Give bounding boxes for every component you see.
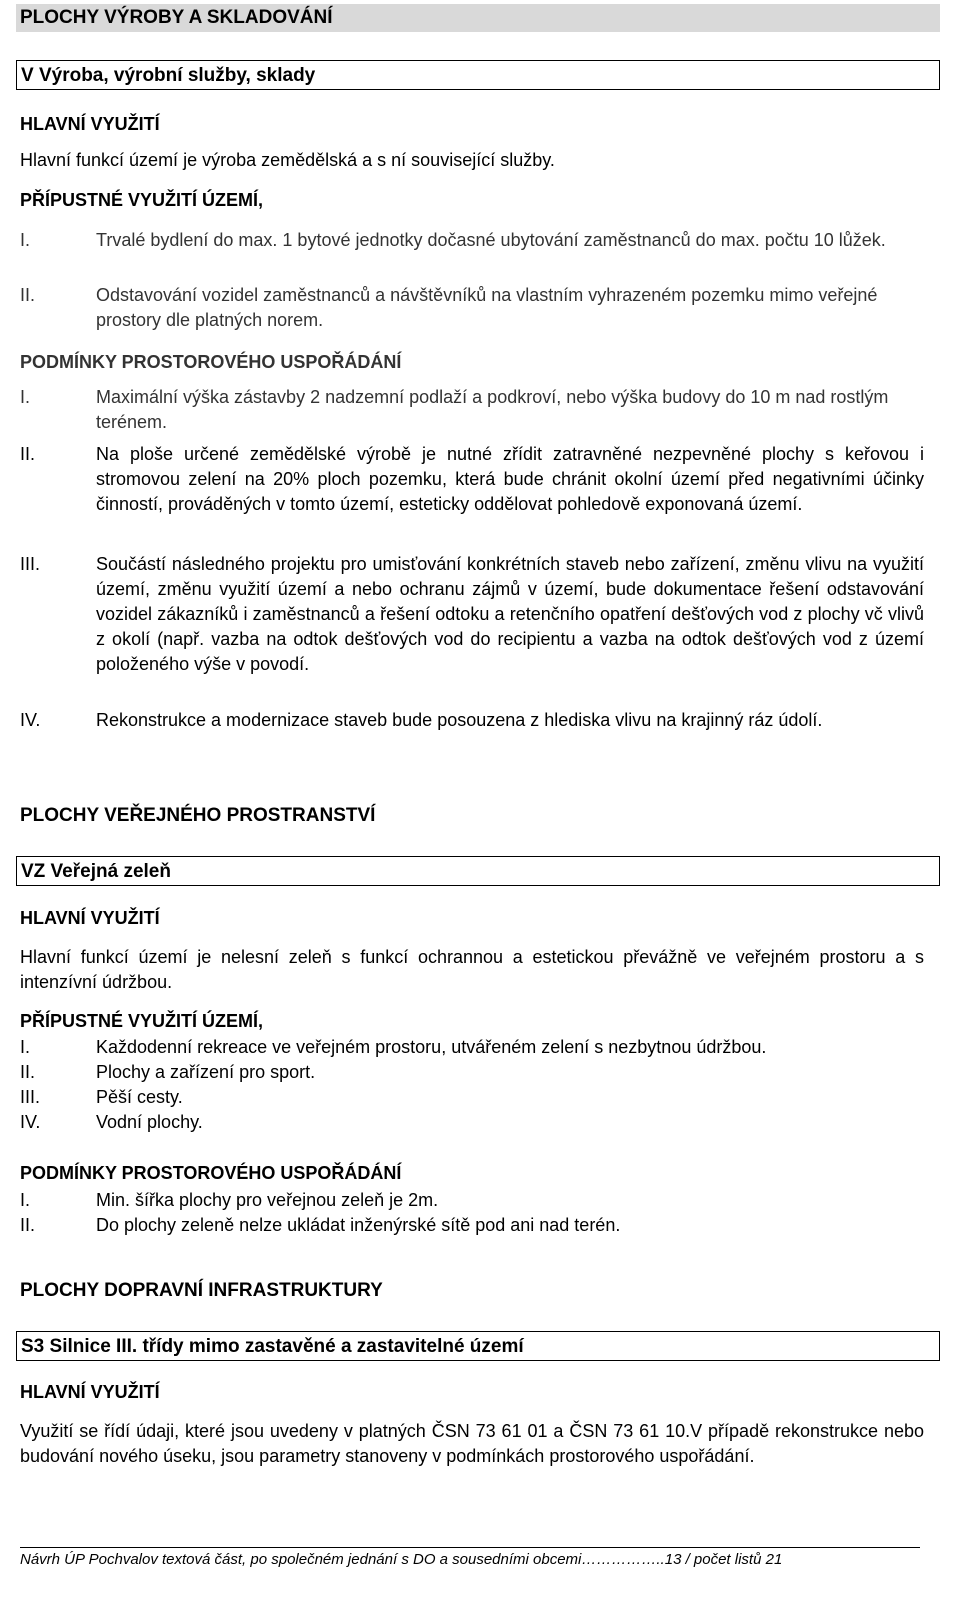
list-item: I. Trvalé bydlení do max. 1 bytové jednotky dočasné ubytování zaměstnanců do max. počtu 10 lůžek. (20, 230, 886, 250)
section-heading-vyroba: PLOCHY VÝROBY A SKLADOVÁNÍ (16, 4, 940, 32)
page-footer: Návrh ÚP Pochvalov textová část, po společném jednání s DO a sousedními obcemi……………..13 / počet listů 21 (20, 1547, 920, 1570)
list-item: II. Odstavování vozidel zaměstnanců a návštěvníků na vlastním vyhrazeném pozemku mimo veřejné prostory dle platných norem. (20, 285, 878, 330)
list-pripustne-vyuziti (20, 228, 924, 333)
list-podminky-uspořádání (20, 1188, 924, 1238)
heading-hlavni-vyuziti: HLAVNÍ VYUŽITÍ (20, 114, 160, 134)
list-item: II. Do plochy zeleně nelze ukládat inženýrské sítě pod ani nad terén. (20, 1215, 621, 1235)
list-pripustne-vyuziti (20, 1035, 924, 1135)
list-item: IV. Rekonstrukce a modernizace staveb bude posouzena z hlediska vlivu na krajinný ráz údolí. (20, 710, 823, 730)
list-item: III. Pěší cesty. (20, 1087, 183, 1107)
subsection-box-s3: S3 Silnice III. třídy mimo zastavěné a zastavitelné území (16, 1331, 940, 1361)
list-item: I. Maximální výška zástavby 2 nadzemní podlaží a podkroví, nebo výška budovy do 10 m nad rostlým terénem. (20, 387, 889, 432)
list-item: II. Na ploše určené zemědělské výrobě je nutné zřídit zatravněné nezpevněné plochy s keřovou i stromovou zelení na 20% ploch pozemku, která bude chránit okolní území před negativními účinky činností, prováděných v tomto území, esteticky oddělovat pohledově exponovaná území. (20, 444, 924, 514)
paragraph-hlavni-vyuziti: Využití se řídí údaji, které jsou uvedeny v platných ČSN 73 61 01 a ČSN 73 61 10.V případě rekonstrukce nebo budování nového úseku, jsou parametry stanoveny v podmínkách prostorového uspořádání. (20, 1421, 924, 1466)
section-heading-verejne-prostranstvi: PLOCHY VEŘEJNÉHO PROSTRANSTVÍ (20, 805, 376, 826)
section-heading-dopravni-infrastruktury: PLOCHY DOPRAVNÍ INFRASTRUKTURY (20, 1280, 383, 1301)
heading-podminky-uspořádání: PODMÍNKY PROSTOROVÉHO USPOŘÁDÁNÍ (20, 352, 402, 372)
heading-podminky-uspořádání: PODMÍNKY PROSTOROVÉHO USPOŘÁDÁNÍ (20, 1163, 402, 1183)
heading-hlavni-vyuziti: HLAVNÍ VYUŽITÍ (20, 908, 160, 928)
paragraph-hlavni-vyuziti: Hlavní funkcí území je výroba zemědělská a s ní související služby. (20, 150, 555, 170)
list-item: II. Plochy a zařízení pro sport. (20, 1062, 316, 1082)
heading-pripustne-vyuziti: PŘÍPUSTNÉ VYUŽITÍ ÚZEMÍ, (20, 1011, 264, 1031)
list-item: IV. Vodní plochy. (20, 1112, 203, 1132)
heading-pripustne-vyuziti: PŘÍPUSTNÉ VYUŽITÍ ÚZEMÍ, (20, 190, 264, 210)
list-item: I. Min. šířka plochy pro veřejnou zeleň je 2m. (20, 1190, 439, 1210)
list-item: III. Součástí následného projektu pro umisťování konkrétních staveb nebo zařízení, změnu vlivu na využití území, změnu využití území a nebo ochranu zájmů v území, bude dokumentace řešení odstavování vozidel zákazníků i zaměstnanců a řešení odtoku a retenčního opatření dešťových vod z plochy vč vlivů z okolí (např. vazba na odtok dešťových vod do recipientu a vazba na odtok dešťových vod z území položeného výše v povodí. (20, 554, 924, 674)
subsection-box-v: V Výroba, výrobní služby, sklady (16, 60, 940, 90)
list-podminky-uspořádání (20, 385, 924, 733)
subsection-box-vz: VZ Veřejná zeleň (16, 856, 940, 886)
list-item: I. Každodenní rekreace ve veřejném prostoru, utvářeném zelení s nezbytnou údržbou. (20, 1037, 767, 1057)
heading-hlavni-vyuziti: HLAVNÍ VYUŽITÍ (20, 1382, 160, 1402)
paragraph-hlavni-vyuziti: Hlavní funkcí území je nelesní zeleň s funkcí ochrannou a estetickou převážně ve veřejném prostoru a s intenzívní údržbou. (20, 947, 924, 992)
